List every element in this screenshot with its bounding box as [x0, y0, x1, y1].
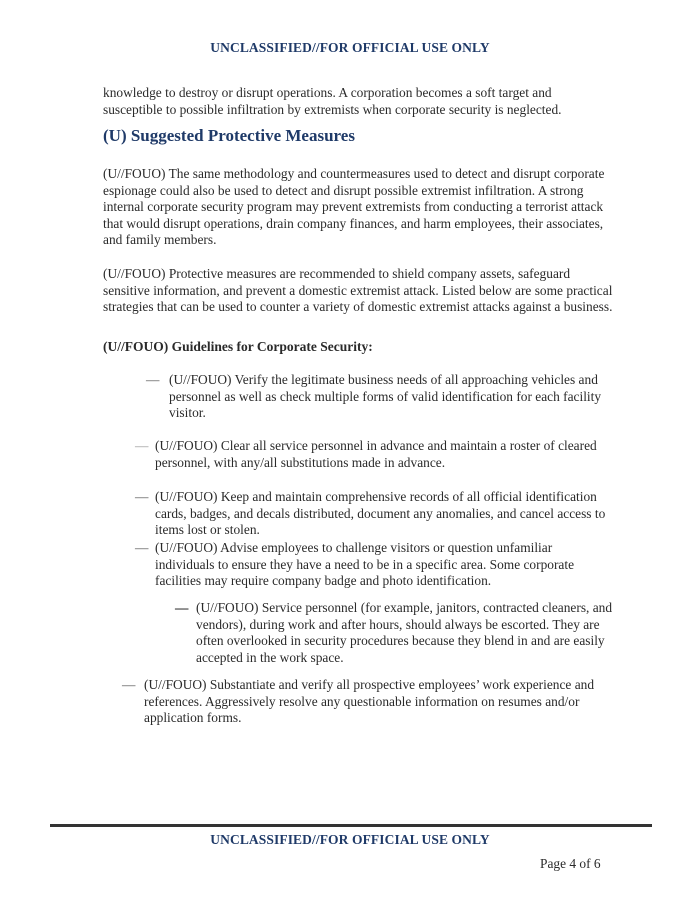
- em-dash-bullet-icon: —: [146, 372, 160, 387]
- list-item-text: (U//FOUO) Advise employees to challenge visitors or question unfamiliar individuals to ensure they have a need to be in a specific area. Some corporate facilities may require company badge and photo identification.: [155, 540, 575, 588]
- list-item-text: (U//FOUO) Substantiate and verify all prospective employees’ work experience and references. Aggressively resolve any questionable information on resumes and/or application forms.: [144, 677, 595, 725]
- em-dash-bullet-icon: —: [135, 489, 149, 504]
- intro-paragraph: knowledge to destroy or disrupt operations. A corporation becomes a soft target and susceptible to possible infiltration by extremists when corporate security is neglected.: [103, 85, 562, 117]
- em-dash-bullet-icon: —: [135, 540, 149, 555]
- header-classification-banner: UNCLASSIFIED//FOR OFFICIAL USE ONLY: [210, 40, 490, 55]
- em-dash-bullet-icon: —: [135, 438, 149, 453]
- list-item-text: (U//FOUO) Keep and maintain comprehensive records of all official identification cards, badges, and decals distributed, document any anomalies, and cancel access to items lost or stolen.: [155, 489, 606, 537]
- page-number: Page 4 of 6: [540, 856, 601, 871]
- em-dash-bullet-icon: —: [122, 677, 136, 692]
- paragraph-protective-measures: (U//FOUO) Protective measures are recommended to shield company assets, safeguard sensitive information, and prevent a domestic extremist attack. Listed below are some practical strategies that can be used to counter a variety of domestic extremist attacks against a business.: [103, 266, 613, 314]
- footer-classification-banner: UNCLASSIFIED//FOR OFFICIAL USE ONLY: [210, 832, 490, 847]
- list-item-text: (U//FOUO) Service personnel (for example, janitors, contracted cleaners, and vendors), during work and after hours, should always be escorted. They are often overlooked in security procedures because they blend in and are easily accepted in the work space.: [196, 600, 613, 665]
- list-item-text: (U//FOUO) Verify the legitimate business needs of all approaching vehicles and personnel as well as check multiple forms of valid identification for each facility visitor.: [169, 372, 602, 420]
- em-dash-bullet-icon: —: [175, 600, 189, 615]
- guidelines-heading: (U//FOUO) Guidelines for Corporate Security:: [103, 339, 373, 354]
- list-item-text: (U//FOUO) Clear all service personnel in advance and maintain a roster of cleared personnel, with any/all substitutions made in advance.: [155, 438, 597, 470]
- section-heading: (U) Suggested Protective Measures: [103, 126, 355, 145]
- footer-rule: [50, 824, 652, 827]
- paragraph-methodology: (U//FOUO) The same methodology and countermeasures used to detect and disrupt corporate espionage could also be used to detect and disrupt possible extremist infiltration. A strong internal corporate security program may prevent extremists from conducting a terrorist attack that would disrupt operations, drain company finances, and harm employees, their associates, and family members.: [103, 166, 605, 247]
